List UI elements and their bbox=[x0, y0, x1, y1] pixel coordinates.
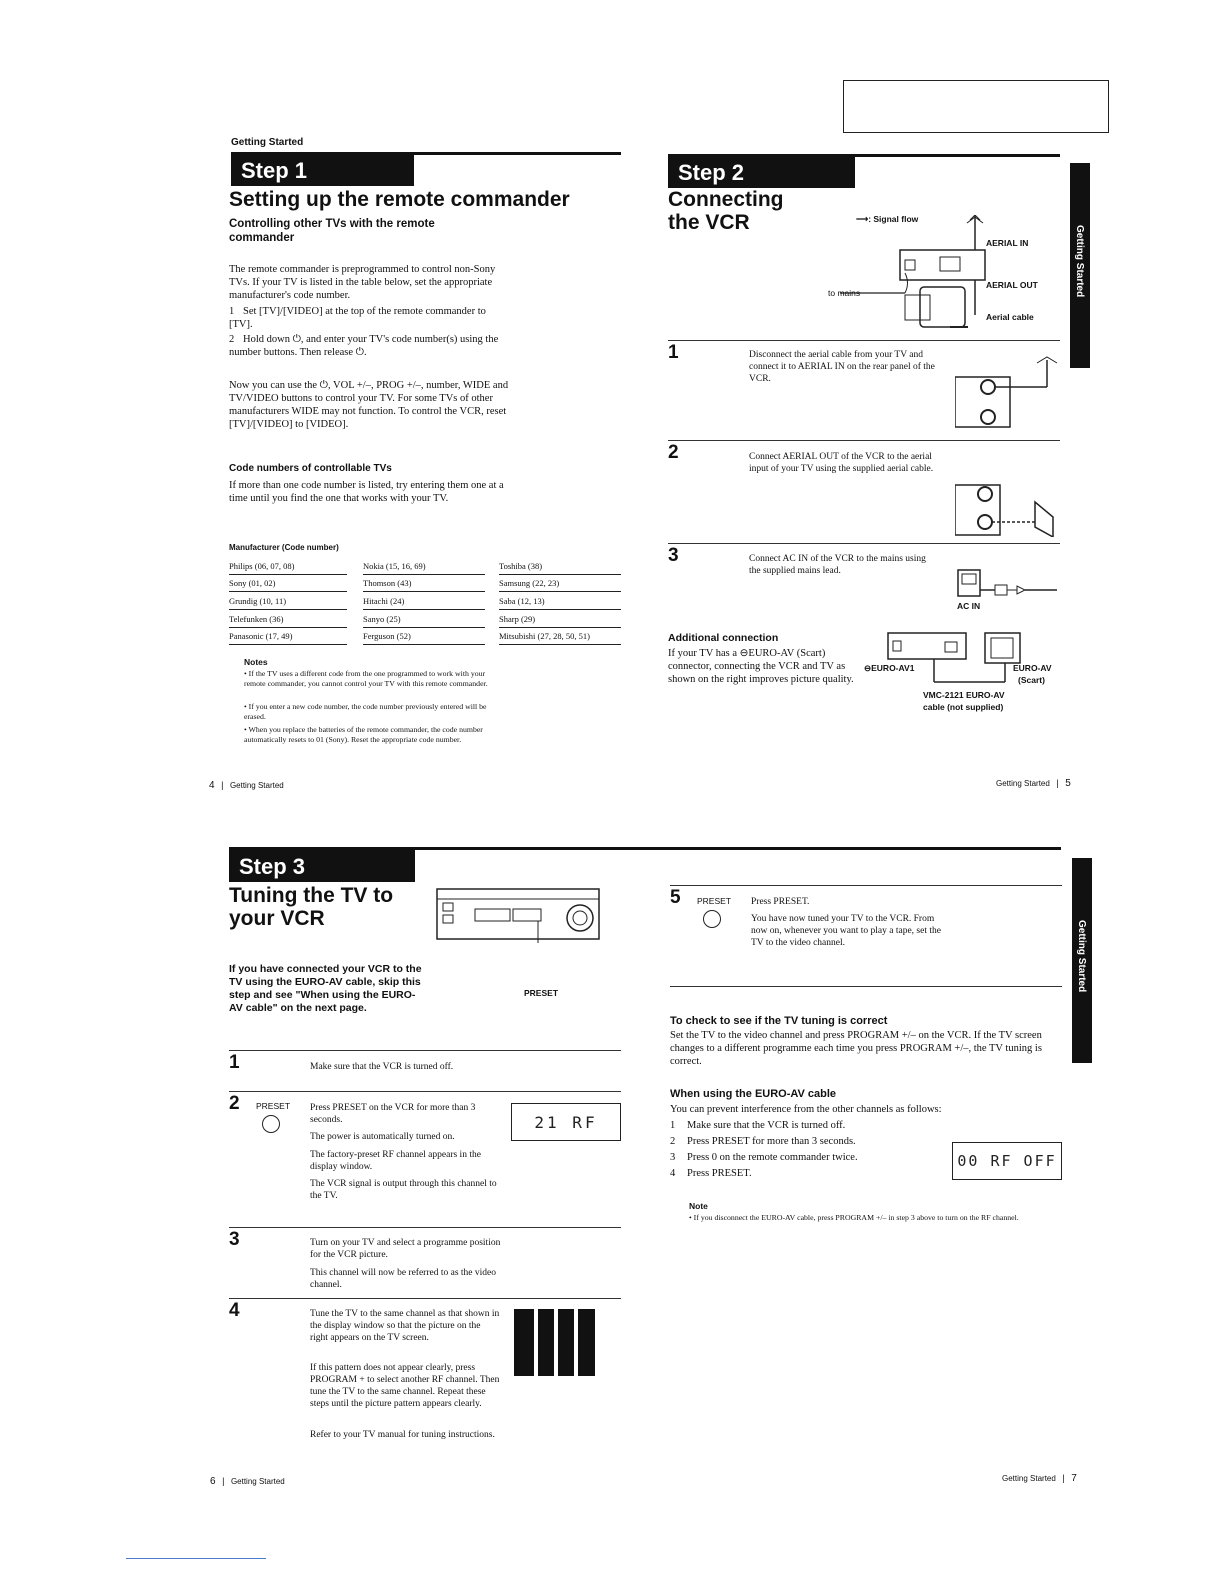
step1-para2: Now you can use the ⏻, VOL +/–, PROG +/–, number, WIDE and TV/VIDEO buttons to control your TV. For some TVs of other manufacturers WIDE may not function. To control the VCR, reset [TV]/[VIDEO] to [VIDEO]. bbox=[229, 380, 509, 430]
divider bbox=[670, 986, 1062, 987]
label-euro-av: EURO-AV bbox=[1013, 663, 1052, 673]
page-number: 6 bbox=[210, 1476, 216, 1487]
divider bbox=[668, 340, 1060, 341]
item-text: Hold down ⏻, and enter your TV's code number(s) using the number buttons. Then release ⏻. bbox=[229, 334, 499, 358]
divider bbox=[229, 1050, 621, 1051]
display-window-rf: 21 RF bbox=[511, 1103, 621, 1141]
connect-step-1-text: Disconnect the aerial cable from your TV and connect it to AERIAL IN on the rear panel of the VCR. bbox=[749, 350, 935, 384]
table-cell: Philips (06, 07, 08) bbox=[229, 561, 347, 575]
legend-text: Signal flow bbox=[873, 214, 919, 224]
cable-label-2: cable (not supplied) bbox=[923, 702, 1004, 712]
step1-intro: The remote commander is preprogrammed to control non-Sony TVs. If your TV is listed in the table below, set the appropriate manufacturer's code number. bbox=[229, 264, 496, 301]
divider bbox=[229, 1091, 621, 1092]
additional-heading: Additional connection bbox=[668, 632, 779, 644]
connect-step-2-text: Connect AERIAL OUT of the VCR to the aerial input of your TV using the supplied aerial cable. bbox=[749, 452, 934, 474]
note-2: • If you enter a new code number, the code number previously entered will be erased. bbox=[244, 702, 487, 721]
step-number: 3 bbox=[229, 1229, 240, 1250]
label-aerial-cable: Aerial cable bbox=[986, 312, 1034, 322]
preset-button-label: PRESET bbox=[256, 1101, 291, 1111]
codes-heading: Code numbers of controllable TVs bbox=[229, 463, 392, 474]
vcr-front-diagram bbox=[435, 887, 605, 943]
step2-tab: Step 2 bbox=[668, 156, 855, 188]
tune-step-5-line-2: You have now tuned your TV to the VCR. From now on, whenever you want to play a tape, set the TV to the video channel. bbox=[751, 914, 941, 948]
section-header: Getting Started bbox=[231, 137, 304, 148]
step1-item-2 bbox=[229, 333, 509, 359]
step1-title: Setting up the remote commander bbox=[229, 188, 570, 211]
euro-step-2 bbox=[670, 1135, 856, 1148]
table-cell: Sharp (29) bbox=[499, 614, 621, 628]
side-tab-label: Getting Started bbox=[1074, 225, 1085, 298]
tune-step-3-line-2: This channel will now be referred to as the video channel. bbox=[310, 1268, 496, 1290]
label-scart: (Scart) bbox=[1018, 675, 1045, 685]
divider bbox=[229, 1298, 621, 1299]
footer-label: Getting Started bbox=[229, 781, 284, 790]
note-1: • If the TV uses a different code from the one programmed to work with your remote commander, you cannot control your TV with this remote commander. bbox=[244, 669, 488, 688]
table-cell: Grundig (10, 11) bbox=[229, 596, 347, 610]
tune-step-1-text: Make sure that the VCR is turned off. bbox=[310, 1062, 454, 1072]
page-footer-6: 6 | Getting Started bbox=[210, 1476, 285, 1487]
preset-button-label: PRESET bbox=[697, 896, 732, 906]
notes-heading: Notes bbox=[244, 657, 268, 667]
step1-tab: Step 1 bbox=[231, 154, 414, 186]
item-number: 1 bbox=[229, 306, 235, 317]
preset-button-icon bbox=[262, 1115, 280, 1133]
euro-av-diagram bbox=[885, 630, 1025, 690]
display-window-rf-off: 00 RF OFF bbox=[952, 1142, 1062, 1180]
item-text: Press PRESET for more than 3 seconds. bbox=[687, 1136, 856, 1147]
euro-heading: When using the EURO-AV cable bbox=[670, 1088, 837, 1100]
additional-text: If your TV has a ⊖EURO-AV (Scart) connector, connecting the VCR and TV as shown on the right improves picture quality. bbox=[668, 648, 854, 685]
label-ac-in: AC IN bbox=[957, 601, 981, 611]
note-text: • If you disconnect the EURO-AV cable, press PROGRAM +/– in step 3 above to turn on the RF channel. bbox=[689, 1213, 1019, 1222]
label-aerial-in: AERIAL IN bbox=[986, 238, 1029, 248]
note-3: • When you replace the batteries of the remote commander, the code number automatically resets to 01 (Sony). Reset the appropriate code number. bbox=[244, 725, 483, 744]
tune-step-4-line-3: Refer to your TV manual for tuning instructions. bbox=[310, 1430, 495, 1440]
step2-title: Connecting the VCR bbox=[668, 188, 784, 234]
aerial-out-diagram bbox=[955, 482, 1065, 537]
connect-step-3-text: Connect AC IN of the VCR to the mains using the supplied mains lead. bbox=[749, 554, 926, 576]
side-tab-upper bbox=[1070, 163, 1090, 368]
step-number: 5 bbox=[670, 887, 681, 908]
table-cell: Toshiba (38) bbox=[499, 561, 621, 575]
euro-step-4 bbox=[670, 1167, 752, 1180]
cable-label-1: VMC-2121 EURO-AV bbox=[923, 690, 1005, 700]
codes-intro: If more than one code number is listed, try entering them one at a time until you find the one that works with your TV. bbox=[229, 480, 504, 504]
divider bbox=[668, 543, 1060, 544]
step-number: 2 bbox=[229, 1093, 240, 1114]
tune-step-2-line-1: Press PRESET on the VCR for more than 3 seconds. bbox=[310, 1103, 476, 1125]
table-cell: Thomson (43) bbox=[363, 578, 485, 592]
table-cell: Samsung (22, 23) bbox=[499, 578, 621, 592]
table-cell: Nokia (15, 16, 69) bbox=[363, 561, 485, 575]
page-footer-7: Getting Started | 7 bbox=[1002, 1473, 1077, 1484]
tune-step-2-line-2: The power is automatically turned on. bbox=[310, 1132, 455, 1142]
page-number: 4 bbox=[209, 780, 215, 791]
step-number: 4 bbox=[229, 1300, 240, 1321]
step-number: 2 bbox=[668, 442, 679, 463]
label-aerial-out: AERIAL OUT bbox=[986, 280, 1038, 290]
page-number: 5 bbox=[1065, 778, 1071, 789]
table-cell: Telefunken (36) bbox=[229, 614, 347, 628]
footer-label: Getting Started bbox=[996, 779, 1050, 788]
item-number: 2 bbox=[229, 334, 235, 345]
table-cell: Ferguson (52) bbox=[363, 631, 485, 645]
preset-callout: PRESET bbox=[524, 988, 559, 998]
item-text: Press 0 on the remote commander twice. bbox=[687, 1152, 858, 1163]
ac-in-diagram bbox=[955, 568, 1065, 600]
check-text: Set the TV to the video channel and press PROGRAM +/– on the VCR. If the TV screen changes to a different programme each time you press PROGRAM +/–, the TV tuning is correct. bbox=[670, 1030, 1042, 1067]
item-number: 4 bbox=[670, 1168, 676, 1179]
tune-step-4-line-1: Tune the TV to the same channel as that shown in the display window so that the picture on the right appears on the TV screen. bbox=[310, 1309, 500, 1343]
test-pattern-image bbox=[514, 1309, 595, 1376]
tune-step-3-line-1: Turn on your TV and select a programme position for the VCR picture. bbox=[310, 1238, 501, 1260]
divider bbox=[670, 885, 1062, 886]
step1-subtitle: Controlling other TVs with the remote commander bbox=[229, 218, 435, 244]
step1-item-1 bbox=[229, 305, 509, 331]
check-heading: To check to see if the TV tuning is correct bbox=[670, 1015, 888, 1027]
item-text: Make sure that the VCR is turned off. bbox=[687, 1120, 846, 1131]
item-number: 2 bbox=[670, 1136, 676, 1147]
item-number: 1 bbox=[670, 1120, 676, 1131]
page-footer-4: 4 | Getting Started bbox=[209, 780, 284, 791]
aerial-in-diagram bbox=[955, 355, 1065, 430]
tune-step-2-line-4: The VCR signal is output through this channel to the TV. bbox=[310, 1179, 497, 1201]
euro-step-3 bbox=[670, 1151, 858, 1164]
item-text: Press PRESET. bbox=[687, 1168, 752, 1179]
divider bbox=[229, 1227, 621, 1228]
preset-button-icon bbox=[703, 910, 721, 928]
divider bbox=[668, 440, 1060, 441]
euro-av-skip-note: If you have connected your VCR to the TV using the EURO-AV cable, skip this step and see "When using the EURO-AV cable" on the next page. bbox=[229, 963, 422, 1014]
table-cell: Hitachi (24) bbox=[363, 596, 485, 610]
euro-intro: You can prevent interference from the other channels as follows: bbox=[670, 1104, 942, 1115]
step3-title: Tuning the TV to your VCR bbox=[229, 884, 394, 930]
table-cell: Saba (12, 13) bbox=[499, 596, 621, 610]
footer-label: Getting Started bbox=[230, 1477, 285, 1486]
table-cell: Mitsubishi (27, 28, 50, 51) bbox=[499, 631, 621, 645]
table-cell: Sony (01, 02) bbox=[229, 578, 347, 592]
step-number: 1 bbox=[229, 1052, 240, 1073]
label-to-mains: to mains bbox=[828, 288, 861, 298]
tune-step-4-line-2: If this pattern does not appear clearly, press PROGRAM + to select another RF channel. Then tune the TV to the same channel. Repeat these steps until the picture pattern appears clearly. bbox=[310, 1363, 500, 1409]
side-tab-label: Getting Started bbox=[1076, 920, 1087, 993]
arrow-icon: ⟶ bbox=[856, 214, 869, 224]
page-footer-5: Getting Started | 5 bbox=[996, 778, 1071, 789]
table-cell: Sanyo (25) bbox=[363, 614, 485, 628]
signal-flow-legend: ⟶: Signal flow bbox=[856, 214, 919, 224]
note-heading: Note bbox=[689, 1201, 708, 1211]
blank-box bbox=[843, 80, 1109, 133]
table-header: Manufacturer (Code number) bbox=[229, 543, 339, 552]
euro-step-1 bbox=[670, 1119, 845, 1132]
item-number: 3 bbox=[670, 1152, 676, 1163]
table-cell: Panasonic (17, 49) bbox=[229, 631, 347, 645]
tune-step-5-line-1: Press PRESET. bbox=[751, 897, 810, 907]
label-euro-av1: ⊖EURO-AV1 bbox=[864, 663, 915, 673]
step-number: 3 bbox=[668, 545, 679, 566]
step3-tab: Step 3 bbox=[229, 850, 415, 882]
item-text: Set [TV]/[VIDEO] at the top of the remote commander to [TV]. bbox=[229, 306, 486, 330]
bottom-link-line bbox=[126, 1558, 266, 1559]
step-number: 1 bbox=[668, 342, 679, 363]
tune-step-2-line-3: The factory-preset RF channel appears in the display window. bbox=[310, 1150, 481, 1172]
footer-label: Getting Started bbox=[1002, 1474, 1056, 1483]
side-tab-lower bbox=[1072, 858, 1092, 1063]
page-number: 7 bbox=[1071, 1473, 1077, 1484]
